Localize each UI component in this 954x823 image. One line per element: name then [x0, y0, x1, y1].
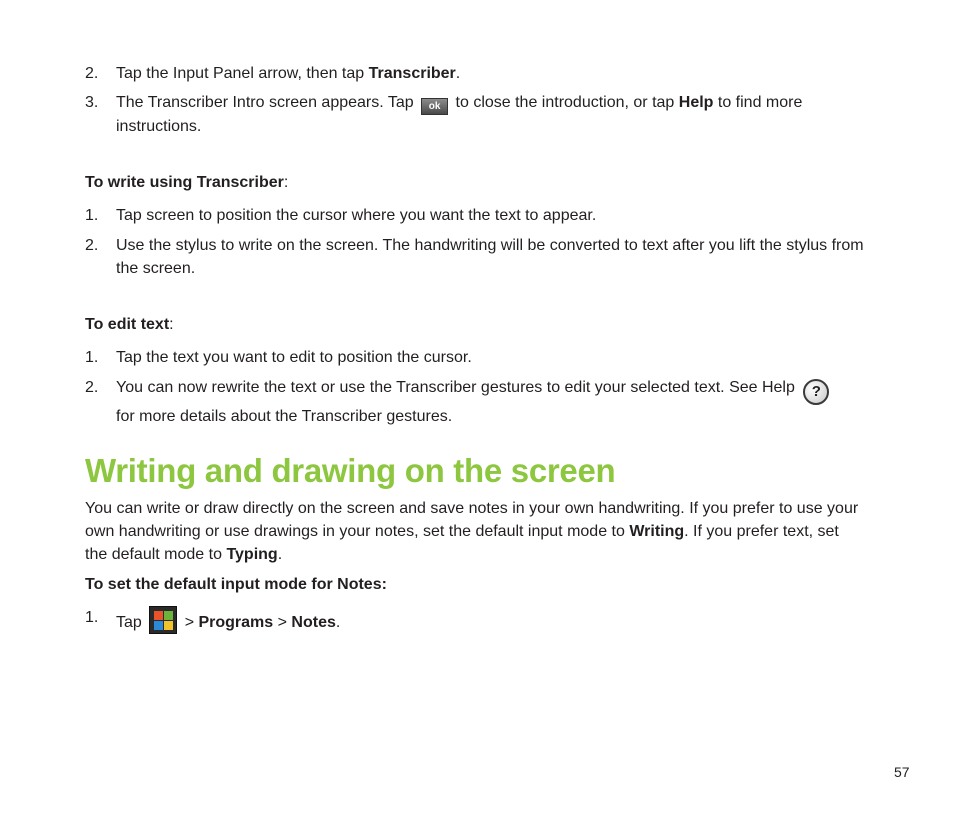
list-number: 3.: [85, 94, 99, 111]
list-number: 1.: [85, 207, 99, 224]
item-text: to find more instructions.: [116, 94, 803, 135]
separator: >: [273, 614, 292, 631]
start-icon: [149, 606, 177, 634]
list-item: [116, 62, 866, 85]
subheading-colon: :: [169, 316, 174, 333]
paragraph-bold-term: Writing: [629, 523, 685, 540]
item-bold-term: Transcriber: [368, 65, 456, 82]
ok-icon: ok: [421, 98, 448, 115]
item-text: The Transcriber Intro screen appears. Tap: [116, 94, 419, 111]
list-number: 2.: [85, 65, 99, 82]
subheading-text: To write using Transcriber: [85, 174, 284, 191]
list-number: 1.: [85, 609, 99, 626]
paragraph-text: .: [277, 546, 283, 563]
item-bold-term: Notes: [291, 614, 336, 631]
list-number: 2.: [85, 237, 99, 254]
body-paragraph: [85, 497, 865, 566]
list-item: Use the stylus to write on the screen. The handwriting will be converted to text after you lift the stylus from the screen.: [116, 237, 864, 277]
paragraph-text: . If you prefer text, set the default mode to: [85, 523, 839, 563]
list-item: [116, 376, 866, 428]
list-item: [116, 91, 866, 138]
list-item: [116, 606, 866, 634]
subheading: [85, 316, 174, 334]
paragraph-bold-term: Typing: [226, 546, 278, 563]
item-text: for more details about the Transcriber gestures.: [116, 408, 453, 425]
subheading: [85, 174, 288, 192]
item-text: .: [335, 614, 341, 631]
list-item: Tap the text you want to edit to position the cursor.: [116, 349, 472, 366]
paragraph-text: You can write or draw directly on the screen and save notes in your own handwriting. If you prefer to use your own handwriting or use drawings in your notes, set the default input mode to: [85, 500, 859, 540]
item-text: Tap: [116, 614, 147, 631]
list-number: 2.: [85, 379, 99, 396]
item-bold-term: Programs: [198, 614, 274, 631]
page-number: 57: [894, 764, 910, 780]
item-text: to close the introduction, or tap: [451, 94, 679, 111]
subheading-text: To edit text: [85, 316, 170, 333]
item-bold-term: Help: [678, 94, 714, 111]
list-item: Tap screen to position the cursor where you want the text to appear.: [116, 207, 597, 224]
section-heading: Writing and drawing on the screen: [85, 452, 616, 489]
help-icon: ?: [803, 379, 829, 405]
separator: >: [180, 614, 199, 631]
item-text: .: [455, 65, 461, 82]
subheading: To set the default input mode for Notes:: [85, 576, 387, 593]
subheading-colon: :: [283, 174, 289, 191]
item-text: Tap the Input Panel arrow, then tap: [116, 65, 369, 82]
list-number: 1.: [85, 349, 99, 366]
item-text: You can now rewrite the text or use the Transcriber gestures to edit your selected text. See Help: [116, 379, 800, 396]
